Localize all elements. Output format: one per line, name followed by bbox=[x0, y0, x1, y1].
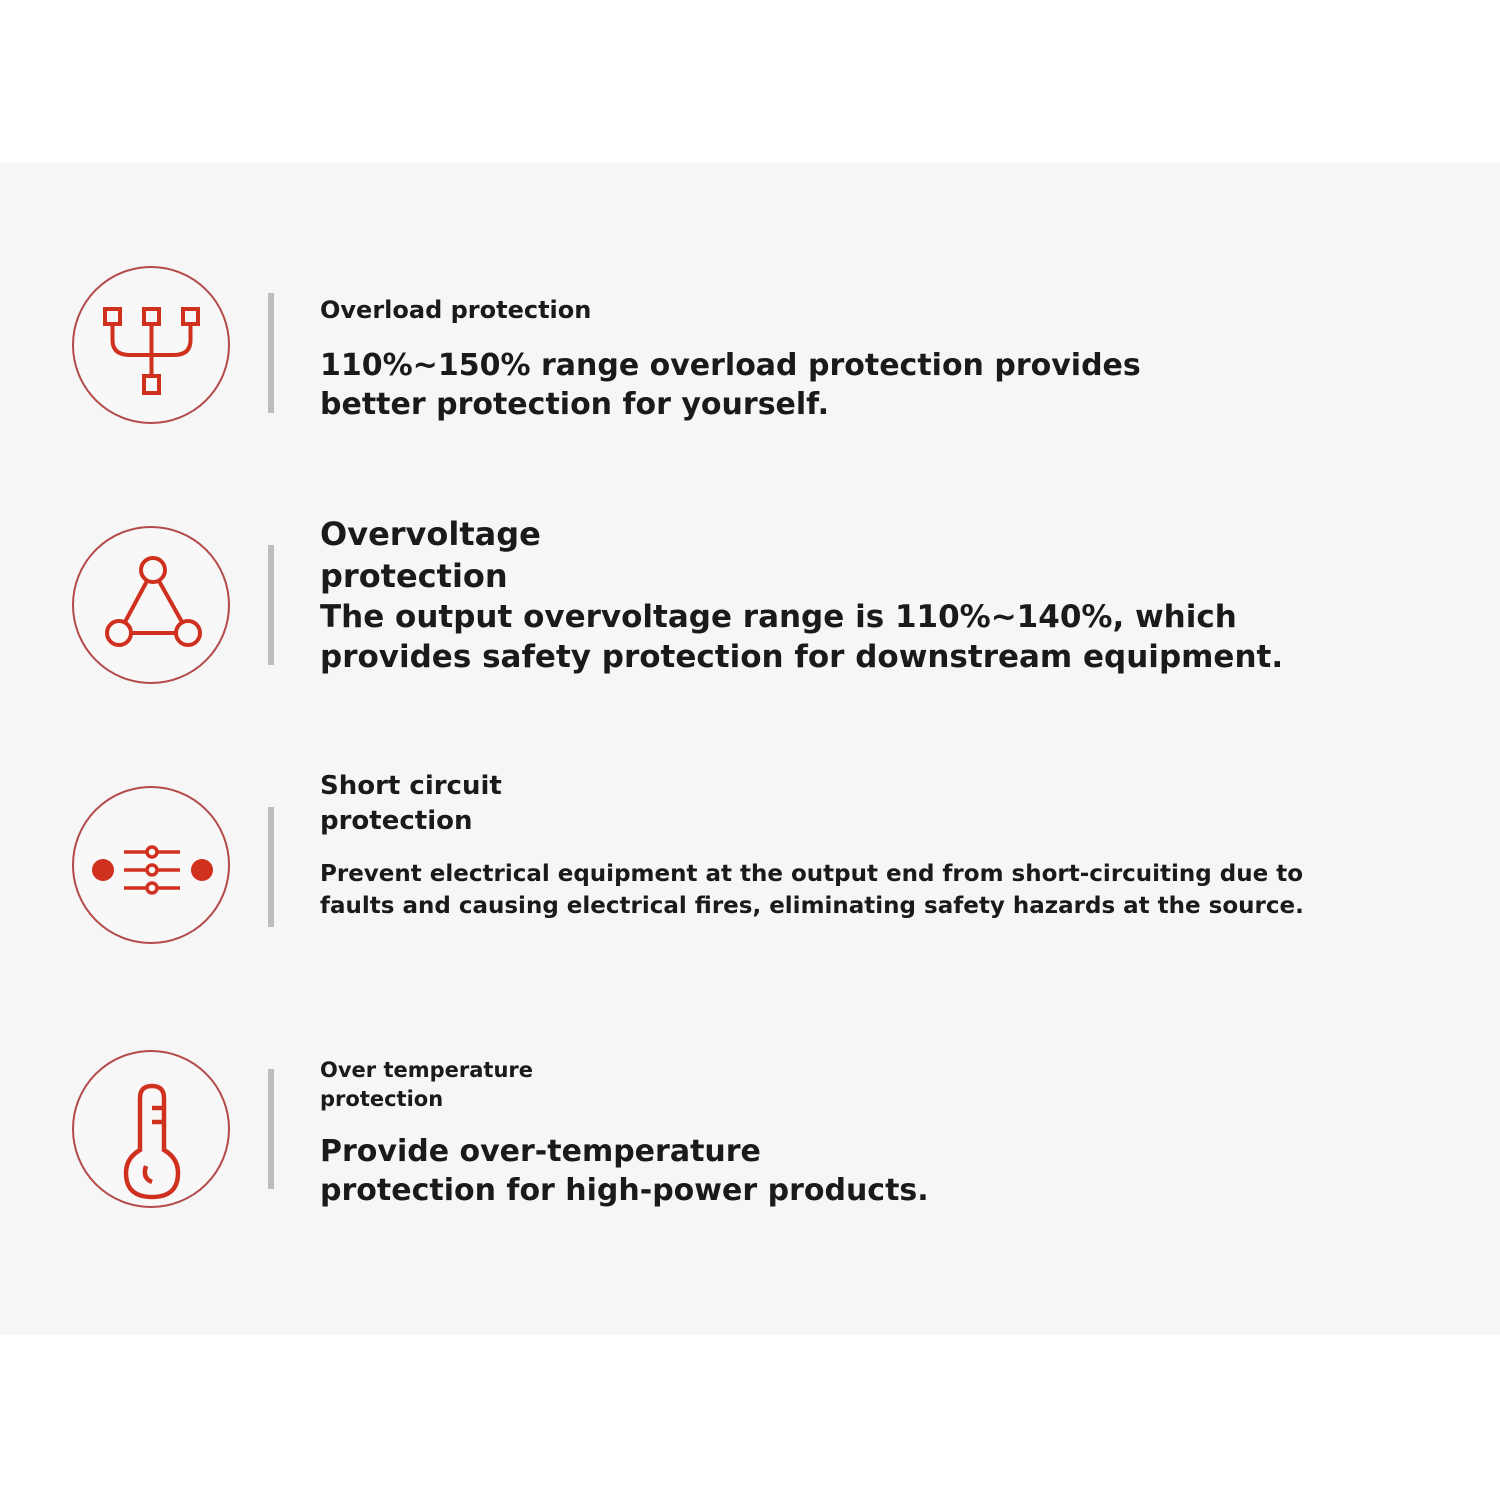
feature-title: Overload protection bbox=[320, 296, 592, 324]
thermometer-icon bbox=[72, 1050, 230, 1208]
feature-text bbox=[320, 513, 1440, 677]
feature-title: Overvoltage protection bbox=[320, 515, 541, 595]
feature-title: Short circuit protection bbox=[320, 771, 502, 836]
triangle-network-icon bbox=[72, 526, 230, 684]
divider bbox=[268, 293, 274, 413]
feature-description: 110%~150% range overload protection provides better protection for yourself. bbox=[320, 348, 1141, 422]
divider bbox=[268, 807, 274, 927]
hierarchy-icon bbox=[72, 266, 230, 424]
circuit-icon bbox=[72, 786, 230, 944]
feature-text bbox=[320, 293, 1440, 424]
feature-panel bbox=[0, 163, 1500, 1335]
divider bbox=[268, 545, 274, 665]
feature-text bbox=[320, 1056, 1440, 1210]
feature-description: The output overvoltage range is 110%~140%, which provides safety protection for downstream equipment. bbox=[320, 599, 1284, 675]
divider bbox=[268, 1069, 274, 1189]
feature-title: Over temperature protection bbox=[320, 1058, 534, 1111]
feature-description: Provide over-temperature protection for high-power products. bbox=[320, 1134, 929, 1208]
feature-description: Prevent electrical equipment at the output end from short-circuiting due to faults and causing electrical fires, eliminating safety hazards at the source. bbox=[320, 861, 1304, 919]
feature-text bbox=[320, 769, 1440, 922]
